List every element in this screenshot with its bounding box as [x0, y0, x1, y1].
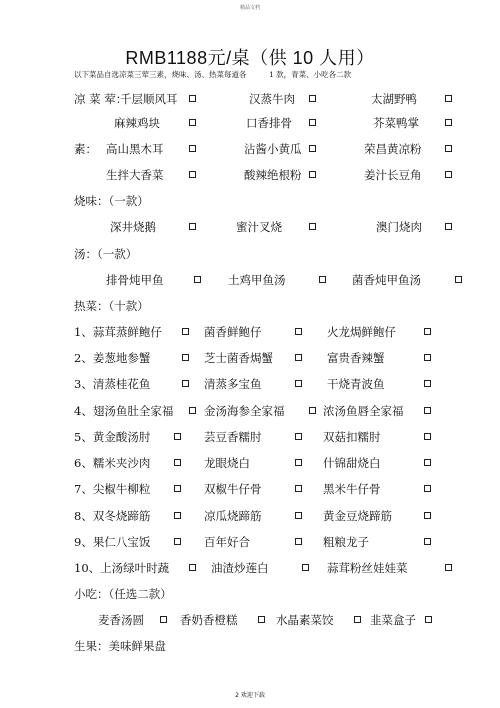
dish-item: 生拌大香菜: [106, 168, 164, 182]
dish-item: 粗粮龙子: [323, 535, 369, 549]
dish-item: 姜汁长豆角: [364, 168, 422, 182]
dish-item: 芝士菌香焗蟹: [204, 351, 273, 365]
checkbox[interactable]: [309, 223, 316, 230]
checkbox[interactable]: [424, 407, 431, 414]
checkbox[interactable]: [295, 538, 302, 545]
dish-item: 清蒸多宝鱼: [204, 377, 262, 391]
checkbox[interactable]: [424, 512, 431, 519]
checkbox[interactable]: [445, 145, 452, 152]
dish-item: 太湖野鸭: [371, 92, 417, 106]
menu-intro: 以下菜品自选凉菜三荤三素，烧味、汤、热菜每道各 1 款，青菜、小吃各二款: [74, 70, 352, 79]
checkbox[interactable]: [354, 616, 361, 623]
checkbox[interactable]: [309, 171, 316, 178]
checkbox[interactable]: [445, 564, 452, 571]
dish-item: 4、翅汤鱼肚全家福: [74, 404, 174, 418]
dish-item: 油渣炒莲白: [211, 561, 269, 575]
checkbox[interactable]: [424, 328, 431, 335]
dish-item: 麦香汤圆: [98, 613, 144, 627]
checkbox[interactable]: [189, 95, 196, 102]
dish-item: 什锦甜烧白: [323, 456, 381, 470]
checkbox[interactable]: [445, 95, 452, 102]
checkbox[interactable]: [189, 223, 196, 230]
dish-item: 澳门烧肉: [376, 220, 422, 234]
checkbox[interactable]: [309, 407, 316, 414]
checkbox[interactable]: [295, 328, 302, 335]
dish-item: 蜜汁叉烧: [236, 220, 282, 234]
dish-item: 沾酱小黄瓜: [244, 142, 302, 156]
dish-item: 浓汤鱼唇全家福: [323, 404, 404, 418]
dish-item: 9、果仁八宝饭: [74, 535, 151, 549]
dish-item: 蒜茸粉丝娃娃菜: [327, 561, 408, 575]
checkbox[interactable]: [182, 380, 189, 387]
checkbox[interactable]: [424, 433, 431, 440]
checkbox[interactable]: [319, 276, 326, 283]
checkbox[interactable]: [189, 407, 196, 414]
dish-item: 汉蒸牛肉: [249, 92, 295, 106]
dish-item: 双菇扣糯肘: [323, 430, 381, 444]
dish-item: 凉瓜烧蹄筋: [204, 509, 262, 523]
menu-title: RMB1188元/桌（供 10 人用）: [125, 48, 375, 68]
checkbox[interactable]: [424, 380, 431, 387]
dish-item: 百年好合: [204, 535, 250, 549]
dish-item: 干烧青波鱼: [327, 377, 385, 391]
dish-item: 韭菜盒子: [370, 613, 416, 627]
dish-item: 双椒牛仔骨: [204, 482, 262, 496]
dish-item: 7、尖椒牛柳粒: [74, 482, 151, 496]
checkbox[interactable]: [309, 119, 316, 126]
checkbox[interactable]: [302, 564, 309, 571]
checkbox[interactable]: [445, 119, 452, 126]
dish-item: 荣昌黄凉粉: [364, 142, 422, 156]
dish-item: 8、双冬烧蹄筋: [74, 509, 151, 523]
checkbox[interactable]: [160, 616, 167, 623]
checkbox[interactable]: [295, 485, 302, 492]
checkbox[interactable]: [424, 485, 431, 492]
checkbox[interactable]: [295, 380, 302, 387]
checkbox[interactable]: [309, 145, 316, 152]
dish-item: 火龙焗鲜鲍仔: [327, 325, 396, 339]
checkbox[interactable]: [182, 328, 189, 335]
section-label-recai: 热菜：（十款）: [74, 299, 149, 313]
dish-item: 芥菜鸭掌: [373, 116, 419, 130]
checkbox[interactable]: [295, 512, 302, 519]
section-label-guopan: 生果：美味鲜果盘: [74, 639, 166, 653]
dish-item: 排骨炖甲鱼: [106, 273, 164, 287]
dish-item: 麻辣鸡块: [114, 116, 160, 130]
dish-item: 香奶香橙糕: [180, 613, 238, 627]
checkbox[interactable]: [189, 564, 196, 571]
checkbox[interactable]: [174, 485, 181, 492]
dish-item: 酸辣绝根粉: [244, 168, 302, 182]
section-label-xiaochi: 小吃：（任选二款）: [74, 587, 172, 601]
dish-item: 龙眼烧白: [204, 456, 250, 470]
checkbox[interactable]: [174, 512, 181, 519]
checkbox[interactable]: [295, 459, 302, 466]
page-header: 精品文档: [239, 5, 260, 11]
checkbox[interactable]: [174, 459, 181, 466]
section-label-shaowei: 烧味：（一款）: [74, 194, 149, 208]
checkbox[interactable]: [424, 538, 431, 545]
dish-item: 6、糯米夹沙肉: [74, 456, 151, 470]
section-label-liangcai: 凉 菜 荤：: [74, 92, 128, 106]
checkbox[interactable]: [424, 354, 431, 361]
checkbox[interactable]: [174, 538, 181, 545]
page-footer: 2 欢迎下载: [235, 692, 265, 699]
dish-item: 菌香鲜鲍仔: [204, 325, 262, 339]
checkbox[interactable]: [295, 433, 302, 440]
checkbox[interactable]: [194, 276, 201, 283]
checkbox[interactable]: [182, 354, 189, 361]
dish-item: 菌香炖甲鱼汤: [352, 273, 421, 287]
dish-item: 3、清蒸桂花鱼: [74, 377, 151, 391]
dish-item: 高山黑木耳: [106, 142, 164, 156]
checkbox[interactable]: [455, 276, 462, 283]
dish-item: 黄金豆烧蹄筋: [323, 509, 392, 523]
checkbox[interactable]: [424, 459, 431, 466]
dish-item: 富贵香辣蟹: [327, 351, 385, 365]
checkbox[interactable]: [445, 171, 452, 178]
dish-item: 深井烧鹅: [110, 220, 156, 234]
checkbox[interactable]: [189, 145, 196, 152]
dish-item: 水晶素菜饺: [276, 613, 334, 627]
dish-item: 黑米牛仔骨: [323, 482, 381, 496]
dish-item: 芸豆香糯肘: [204, 430, 262, 444]
dish-item: 口香排骨: [246, 116, 292, 130]
section-label-tang: 汤：（一款）: [74, 247, 138, 261]
dish-item: 金汤海参全家福: [204, 404, 285, 418]
dish-item: 千层顺风耳: [120, 92, 178, 106]
checkbox[interactable]: [258, 616, 265, 623]
checkbox[interactable]: [445, 223, 452, 230]
checkbox[interactable]: [425, 616, 432, 623]
dish-item: 2、姜葱地参蟹: [74, 351, 151, 365]
dish-item: 5、黄金酸汤肘: [74, 430, 151, 444]
checkbox[interactable]: [174, 433, 181, 440]
section-label-su: 素：: [74, 142, 97, 156]
dish-item: 1、蒜茸蒸鲜鲍仔: [74, 325, 162, 339]
dish-item: 土鸡甲鱼汤: [228, 273, 286, 287]
dish-item: 10、上汤绿叶时蔬: [74, 561, 170, 575]
checkbox[interactable]: [309, 95, 316, 102]
checkbox[interactable]: [295, 354, 302, 361]
checkbox[interactable]: [189, 171, 196, 178]
checkbox[interactable]: [189, 119, 196, 126]
